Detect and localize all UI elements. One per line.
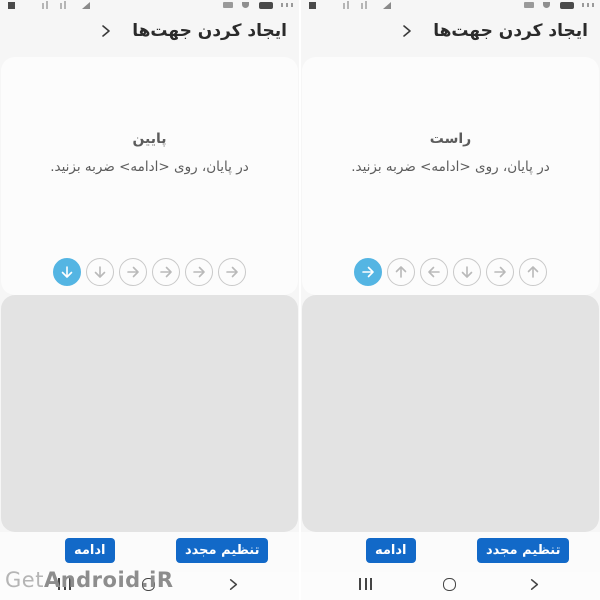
arrow-right-icon xyxy=(218,258,246,286)
gesture-draw-area[interactable] xyxy=(1,295,298,532)
signal-bars-icon xyxy=(60,3,62,9)
arrow-down-icon xyxy=(453,258,481,286)
arrow-up-icon xyxy=(387,258,415,286)
arrow-right-icon xyxy=(185,258,213,286)
reset-button[interactable]: تنظیم مجدد xyxy=(176,538,268,563)
signal-bars-icon xyxy=(42,3,44,9)
recents-icon[interactable] xyxy=(58,578,71,590)
clock-digits xyxy=(582,3,584,7)
bottom-button-bar xyxy=(0,532,299,572)
battery-icon xyxy=(259,2,273,9)
status-bar xyxy=(301,0,600,10)
home-icon[interactable] xyxy=(443,578,456,591)
android-nav-bar xyxy=(0,572,299,600)
recents-icon[interactable] xyxy=(359,578,372,590)
chevron-right-icon[interactable] xyxy=(98,23,114,39)
app-bar xyxy=(301,10,600,57)
battery-icon xyxy=(560,2,574,9)
continue-button[interactable]: ادامه xyxy=(65,538,115,563)
instruction-card xyxy=(1,57,298,295)
getandroid-watermark: GetAndroid.iR xyxy=(5,568,174,592)
page-title: ایجاد کردن جهت‌ها xyxy=(433,20,588,41)
chevron-right-icon[interactable] xyxy=(399,23,415,39)
network-triangle-icon xyxy=(82,2,90,9)
gesture-draw-area[interactable] xyxy=(302,295,599,532)
instruction-text: در پایان، روی <ادامه> ضربه بزنید. xyxy=(50,159,249,175)
back-icon[interactable] xyxy=(527,577,542,592)
network-triangle-icon xyxy=(383,2,391,9)
direction-step-indicators xyxy=(53,258,246,286)
bottom-button-bar xyxy=(301,532,600,572)
arrow-right-icon xyxy=(486,258,514,286)
continue-button[interactable]: ادامه xyxy=(366,538,416,563)
instruction-text: در پایان، روی <ادامه> ضربه بزنید. xyxy=(351,159,550,175)
notification-icon xyxy=(309,2,316,9)
signal-bars-icon xyxy=(361,3,363,9)
arrow-left-icon xyxy=(420,258,448,286)
direction-step-indicators xyxy=(354,258,547,286)
arrow-down-icon xyxy=(53,258,81,286)
app-bar xyxy=(0,10,299,57)
reset-button[interactable]: تنظیم مجدد xyxy=(477,538,569,563)
screenshot-panel-right xyxy=(301,0,600,600)
arrow-right-icon xyxy=(119,258,147,286)
mute-icon xyxy=(524,2,534,8)
screenshot-panel-left xyxy=(0,0,299,600)
arrow-right-icon xyxy=(354,258,382,286)
android-nav-bar xyxy=(301,572,600,600)
signal-bars-icon xyxy=(343,3,345,9)
wifi-icon xyxy=(242,2,249,8)
arrow-right-icon xyxy=(152,258,180,286)
direction-label: پایین xyxy=(132,131,167,147)
notification-icon xyxy=(8,2,15,9)
clock-digits xyxy=(281,3,283,7)
back-icon[interactable] xyxy=(226,577,241,592)
status-bar xyxy=(0,0,299,10)
arrow-up-icon xyxy=(519,258,547,286)
arrow-down-icon xyxy=(86,258,114,286)
mute-icon xyxy=(223,2,233,8)
page-title: ایجاد کردن جهت‌ها xyxy=(132,20,287,41)
wifi-icon xyxy=(543,2,550,8)
direction-label: راست xyxy=(429,131,472,147)
home-icon[interactable] xyxy=(142,578,155,591)
instruction-card xyxy=(302,57,599,295)
